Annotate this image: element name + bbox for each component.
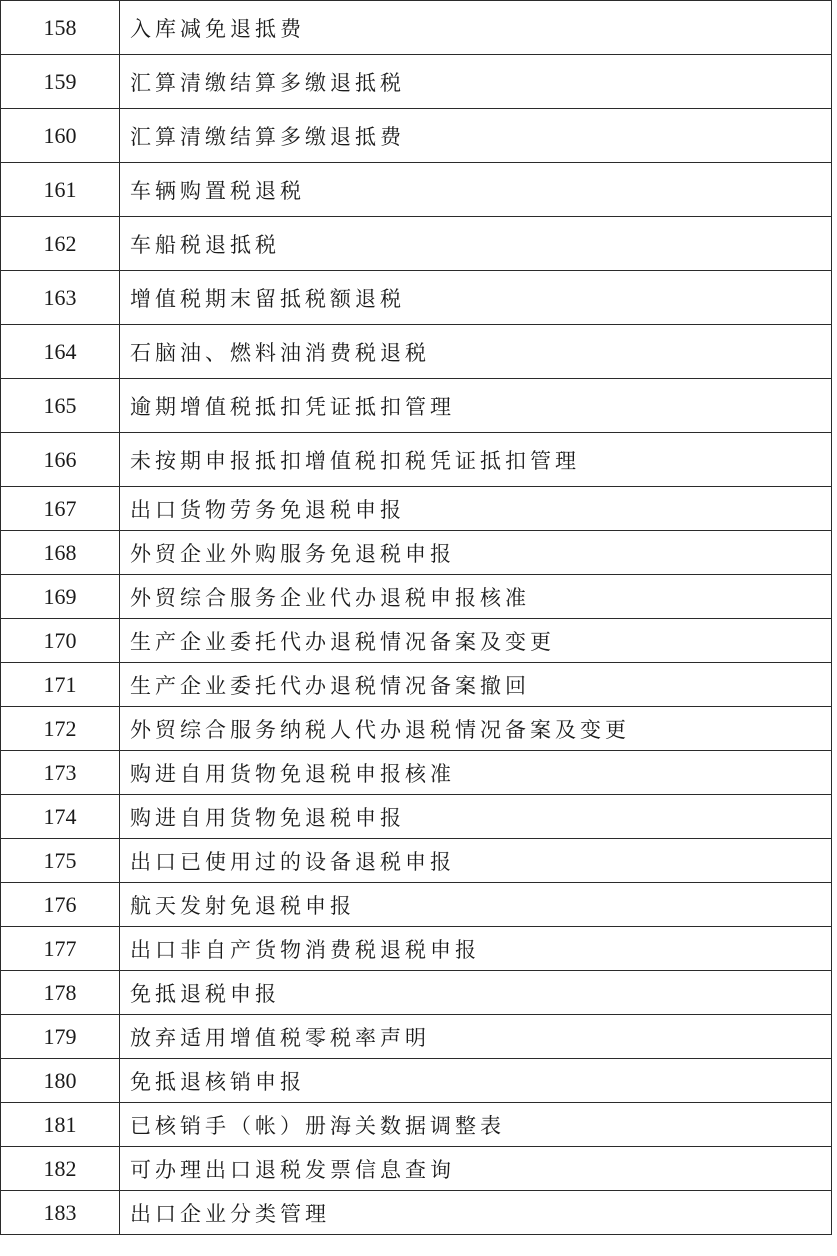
row-number: 170 [1, 619, 120, 663]
row-number: 180 [1, 1059, 120, 1103]
table-row [1, 433, 832, 487]
row-item-name: 未按期申报抵扣增值税扣税凭证抵扣管理 [120, 433, 832, 487]
table-row [1, 883, 832, 927]
row-number: 174 [1, 795, 120, 839]
table-row [1, 487, 832, 531]
table-row [1, 1147, 832, 1191]
row-number: 164 [1, 325, 120, 379]
table-row [1, 271, 832, 325]
row-number: 160 [1, 109, 120, 163]
table-row [1, 927, 832, 971]
row-item-name: 汇算清缴结算多缴退抵税 [120, 55, 832, 109]
row-item-name: 购进自用货物免退税申报 [120, 795, 832, 839]
table-row [1, 575, 832, 619]
table-body [1, 1, 832, 1235]
table-row [1, 1191, 832, 1235]
table-row [1, 619, 832, 663]
row-item-name: 车辆购置税退税 [120, 163, 832, 217]
row-item-name: 石脑油、燃料油消费税退税 [120, 325, 832, 379]
row-number: 158 [1, 1, 120, 55]
table-row [1, 839, 832, 883]
row-number: 178 [1, 971, 120, 1015]
row-item-name: 出口非自产货物消费税退税申报 [120, 927, 832, 971]
row-item-name: 航天发射免退税申报 [120, 883, 832, 927]
table-row [1, 1, 832, 55]
table-row [1, 325, 832, 379]
row-item-name: 可办理出口退税发票信息查询 [120, 1147, 832, 1191]
table-row [1, 55, 832, 109]
row-item-name: 外贸企业外购服务免退税申报 [120, 531, 832, 575]
row-number: 165 [1, 379, 120, 433]
row-number: 172 [1, 707, 120, 751]
table-row [1, 1059, 832, 1103]
row-item-name: 外贸综合服务企业代办退税申报核准 [120, 575, 832, 619]
table-row [1, 531, 832, 575]
table-row [1, 109, 832, 163]
row-item-name: 汇算清缴结算多缴退抵费 [120, 109, 832, 163]
row-number: 167 [1, 487, 120, 531]
table-row [1, 971, 832, 1015]
table-row [1, 751, 832, 795]
row-item-name: 入库减免退抵费 [120, 1, 832, 55]
row-number: 173 [1, 751, 120, 795]
row-number: 171 [1, 663, 120, 707]
row-number: 175 [1, 839, 120, 883]
table-row [1, 663, 832, 707]
row-item-name: 出口已使用过的设备退税申报 [120, 839, 832, 883]
row-item-name: 出口货物劳务免退税申报 [120, 487, 832, 531]
row-item-name: 免抵退税申报 [120, 971, 832, 1015]
row-item-name: 生产企业委托代办退税情况备案撤回 [120, 663, 832, 707]
table-row [1, 1103, 832, 1147]
row-item-name: 增值税期末留抵税额退税 [120, 271, 832, 325]
row-number: 179 [1, 1015, 120, 1059]
row-number: 159 [1, 55, 120, 109]
table-row [1, 217, 832, 271]
row-item-name: 外贸综合服务纳税人代办退税情况备案及变更 [120, 707, 832, 751]
table-row [1, 707, 832, 751]
row-number: 169 [1, 575, 120, 619]
row-number: 183 [1, 1191, 120, 1235]
row-number: 176 [1, 883, 120, 927]
row-item-name: 出口企业分类管理 [120, 1191, 832, 1235]
table-row [1, 795, 832, 839]
table-row [1, 163, 832, 217]
row-number: 163 [1, 271, 120, 325]
row-number: 181 [1, 1103, 120, 1147]
table-row [1, 1015, 832, 1059]
row-item-name: 购进自用货物免退税申报核准 [120, 751, 832, 795]
row-item-name: 放弃适用增值税零税率声明 [120, 1015, 832, 1059]
row-number: 166 [1, 433, 120, 487]
row-item-name: 已核销手（帐）册海关数据调整表 [120, 1103, 832, 1147]
row-item-name: 生产企业委托代办退税情况备案及变更 [120, 619, 832, 663]
row-number: 177 [1, 927, 120, 971]
table-row [1, 379, 832, 433]
row-item-name: 免抵退核销申报 [120, 1059, 832, 1103]
row-number: 161 [1, 163, 120, 217]
row-number: 168 [1, 531, 120, 575]
row-item-name: 逾期增值税抵扣凭证抵扣管理 [120, 379, 832, 433]
row-number: 182 [1, 1147, 120, 1191]
row-item-name: 车船税退抵税 [120, 217, 832, 271]
row-number: 162 [1, 217, 120, 271]
